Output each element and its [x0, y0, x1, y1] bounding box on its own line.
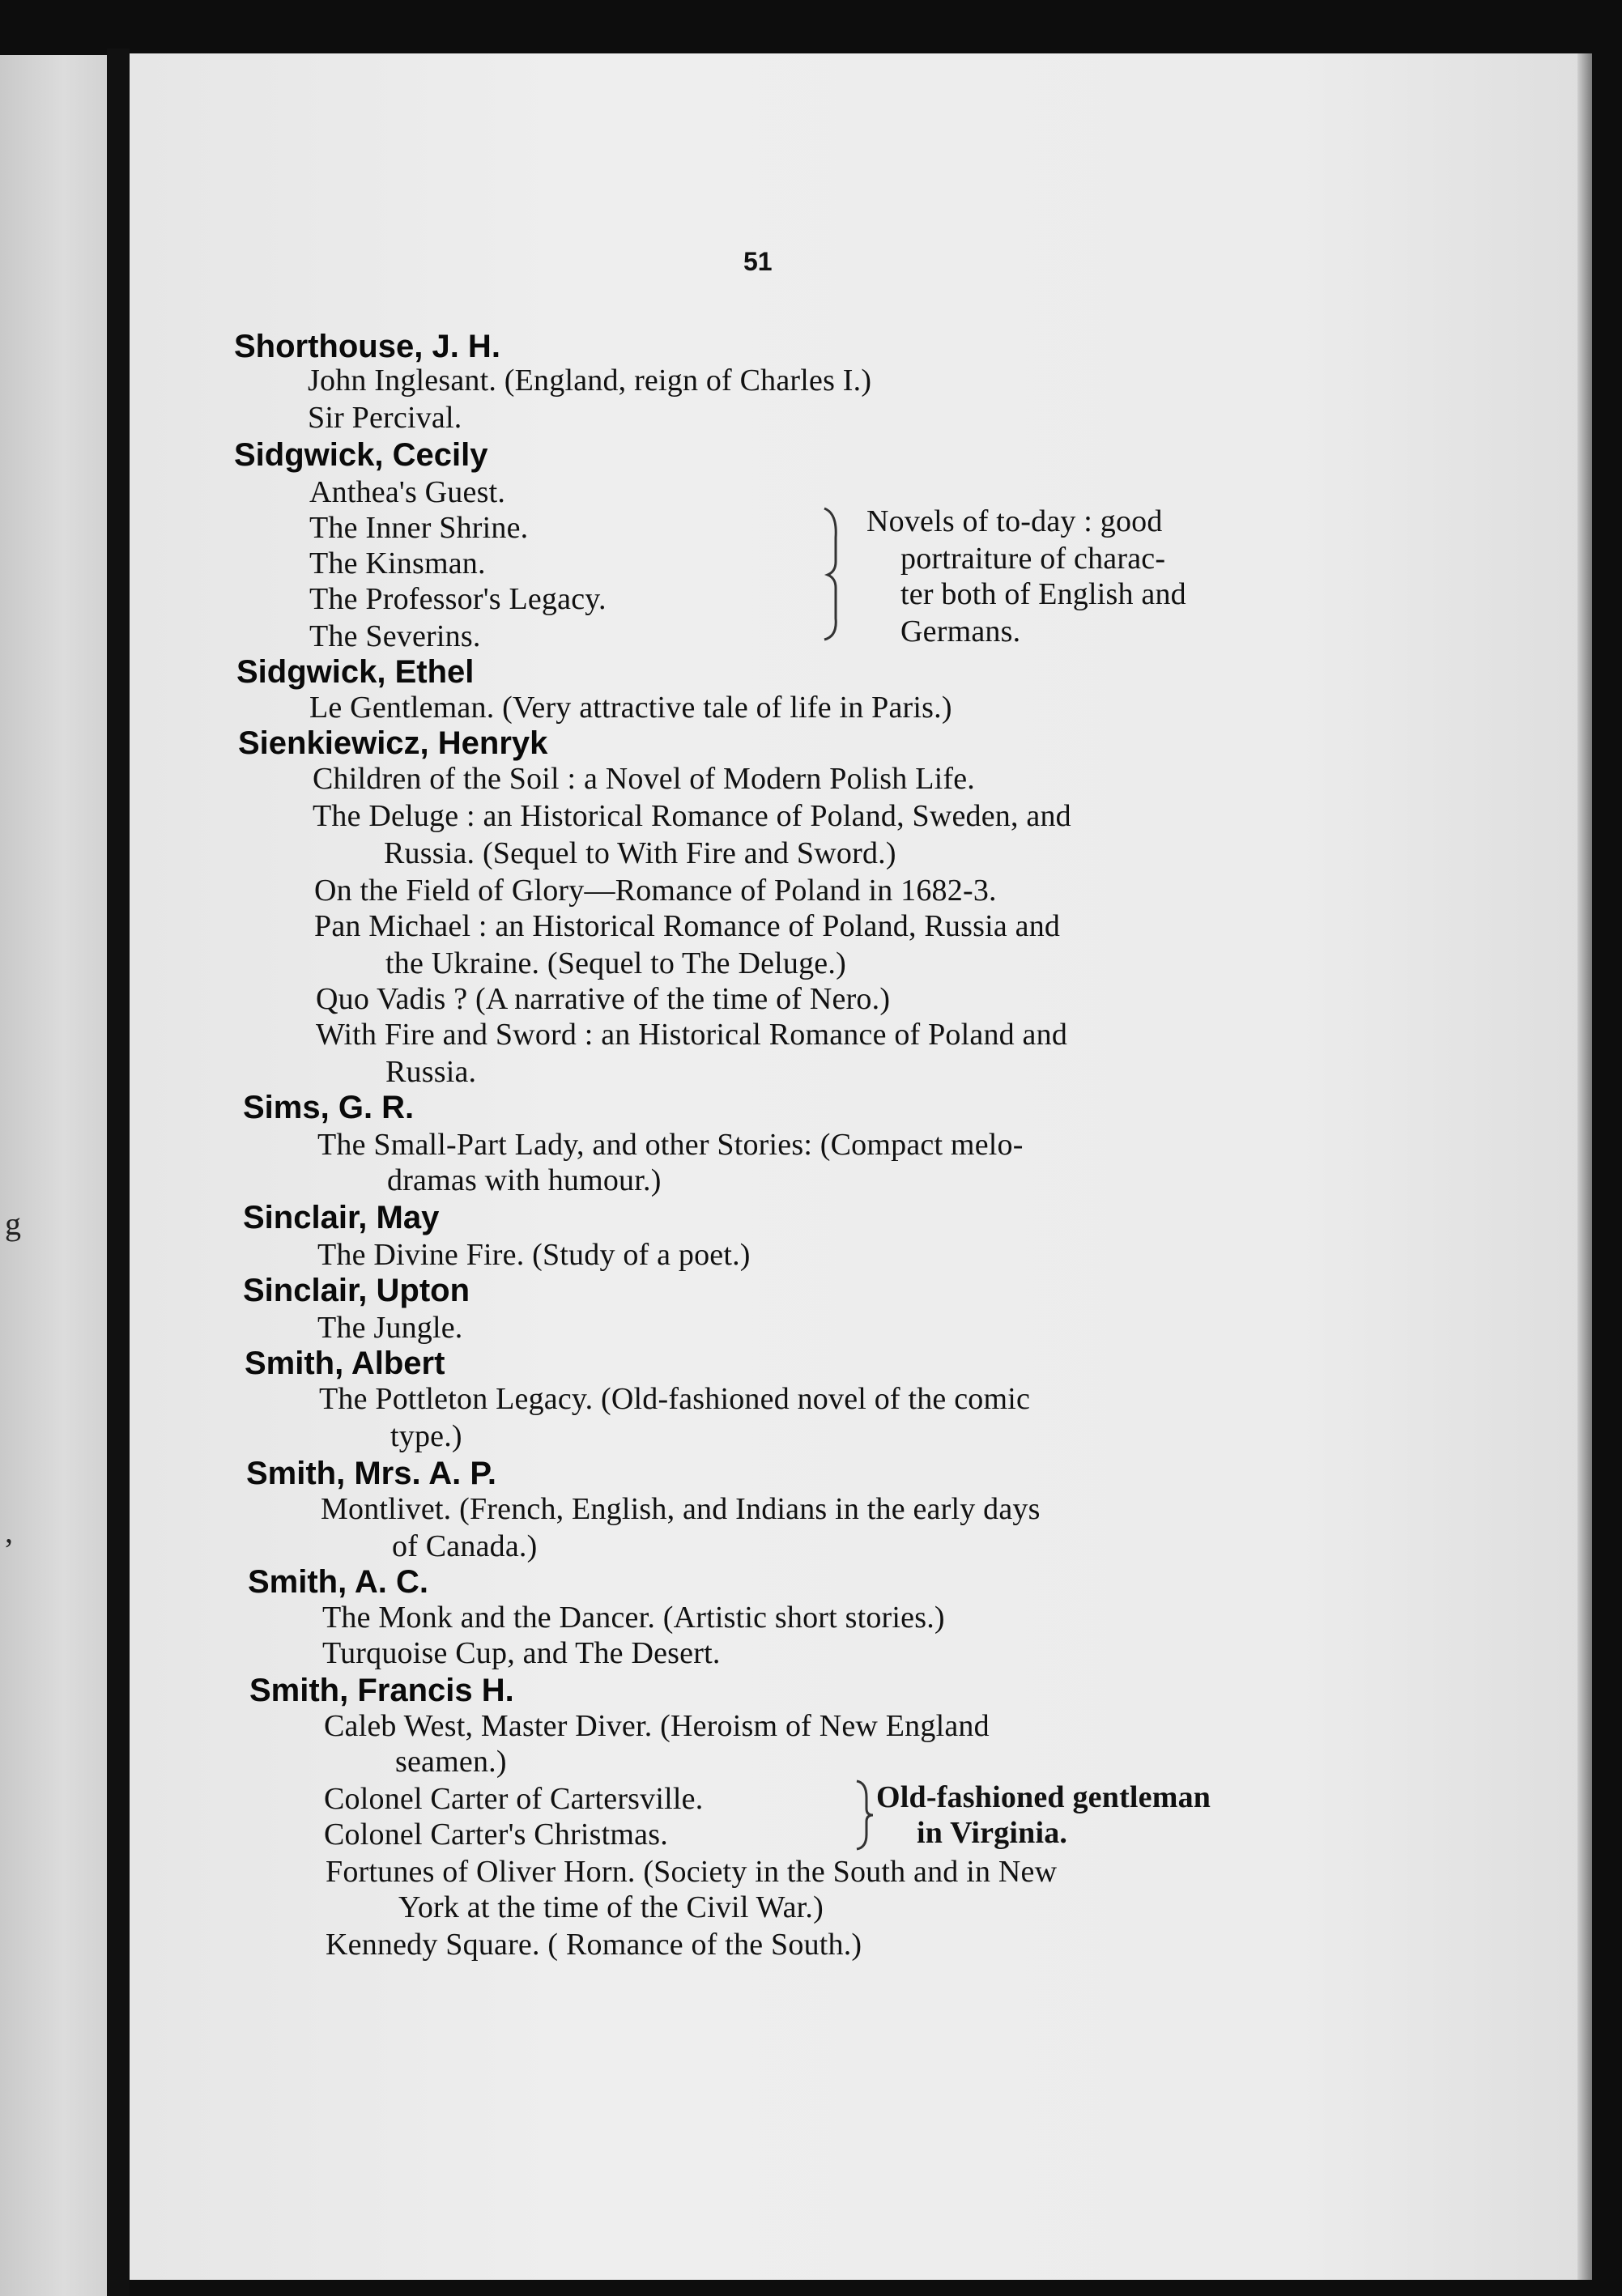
author-heading: Sienkiewicz, Henryk [238, 725, 548, 761]
work-line: With Fire and Sword : an Historical Romance of Poland and [316, 1018, 1068, 1052]
work-line: Fortunes of Oliver Horn. (Society in the South and in New [326, 1855, 1058, 1889]
work-line: Kennedy Square. ( Romance of the South.) [326, 1928, 862, 1962]
work-line: Pan Michael : an Historical Romance of Poland, Russia and [314, 909, 1061, 943]
group-note: in Virginia. [917, 1816, 1068, 1850]
work-line: Quo Vadis ? (A narrative of the time of Nero.) [316, 982, 891, 1016]
work-line: Montlivet. (French, English, and Indians in the early days [321, 1492, 1041, 1526]
work-line: The Monk and the Dancer. (Artistic short stories.) [322, 1601, 945, 1635]
work-line: type.) [390, 1419, 462, 1453]
work-line: John Inglesant. (England, reign of Charles I.) [308, 364, 872, 398]
page-number: 51 [743, 247, 773, 276]
work-line: The Inner Shrine. [309, 511, 529, 545]
author-heading: Sims, G. R. [243, 1090, 415, 1125]
left-page-edge [0, 55, 107, 2296]
author-heading: Sidgwick, Cecily [234, 437, 488, 473]
author-heading: Sinclair, May [243, 1200, 440, 1235]
work-line: Caleb West, Master Diver. (Heroism of New England [324, 1709, 990, 1743]
author-heading: Sinclair, Upton [243, 1273, 470, 1308]
work-line: The Pottleton Legacy. (Old-fashioned novel of the comic [319, 1382, 1031, 1416]
work-line: Colonel Carter's Christmas. [324, 1818, 668, 1852]
work-line: The Severins. [309, 619, 481, 653]
grouping-brace-icon [820, 505, 849, 643]
group-note: Germans. [900, 614, 1021, 648]
work-line: Sir Percival. [308, 401, 462, 435]
work-line: The Deluge : an Historical Romance of Poland, Sweden, and [313, 799, 1071, 833]
work-line: Colonel Carter of Cartersville. [324, 1782, 704, 1816]
group-note: Novels of to-day : good [866, 504, 1163, 538]
work-line: The Professor's Legacy. [309, 582, 607, 616]
work-line: the Ukraine. (Sequel to The Deluge.) [385, 946, 846, 980]
work-line: Turquoise Cup, and The Desert. [322, 1636, 721, 1670]
book-spine [107, 49, 130, 2296]
author-heading: Smith, A. C. [248, 1564, 428, 1600]
work-line: On the Field of Glory—Romance of Poland in 1682-3. [314, 874, 997, 908]
grouping-brace-icon [854, 1778, 878, 1852]
work-line: Russia. [385, 1055, 477, 1089]
work-line: The Divine Fire. (Study of a poet.) [317, 1238, 751, 1272]
left-page-mark: , [5, 1513, 13, 1550]
work-line: seamen.) [395, 1745, 507, 1779]
author-heading: Smith, Albert [245, 1346, 445, 1381]
author-heading: Smith, Mrs. A. P. [246, 1456, 496, 1491]
work-line: Le Gentleman. (Very attractive tale of life in Paris.) [309, 691, 952, 725]
author-heading: Smith, Francis H. [249, 1673, 514, 1708]
group-note: portraiture of charac- [900, 542, 1166, 576]
work-line: Anthea's Guest. [309, 475, 506, 509]
page-edge-shadow [1577, 53, 1592, 2280]
work-line: The Kinsman. [309, 546, 486, 580]
work-line: of Canada.) [392, 1529, 538, 1563]
work-line: York at the time of the Civil War.) [398, 1890, 824, 1924]
work-line: dramas with humour.) [387, 1163, 662, 1197]
work-line: Children of the Soil : a Novel of Modern Polish Life. [313, 762, 975, 796]
author-heading: Sidgwick, Ethel [236, 654, 475, 690]
work-line: The Jungle. [317, 1311, 463, 1345]
work-line: The Small-Part Lady, and other Stories: (Compact melo- [317, 1128, 1024, 1162]
author-heading: Shorthouse, J. H. [234, 329, 500, 364]
group-note: Old-fashioned gentleman [876, 1780, 1211, 1814]
work-line: Russia. (Sequel to With Fire and Sword.) [384, 836, 896, 870]
group-note: ter both of English and [900, 577, 1186, 611]
left-page-mark: g [5, 1205, 21, 1242]
